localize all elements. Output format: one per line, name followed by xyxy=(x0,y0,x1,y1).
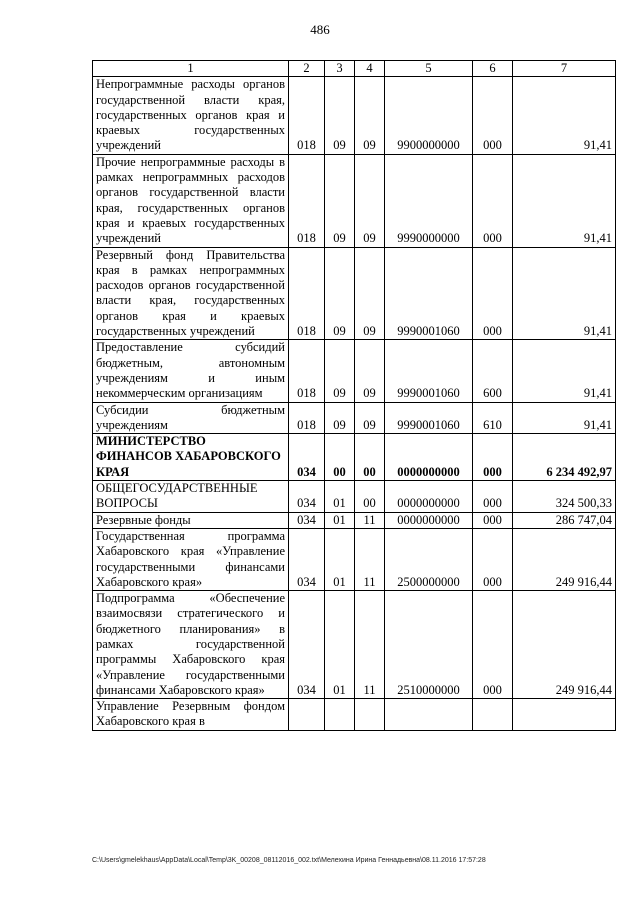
row-name-cell: Прочие непрограммные расходы в рамках непрограммных расходов органов государственной власти края, государственных органов края и краевых государственных учреждений xyxy=(93,154,289,247)
row-type-cell: 000 xyxy=(473,434,513,481)
row-article-cell: 9990001060 xyxy=(385,402,473,434)
row-article-cell: 9990000000 xyxy=(385,154,473,247)
row-type-cell: 600 xyxy=(473,340,513,402)
row-name-cell: Резервные фонды xyxy=(93,512,289,528)
row-amount-cell: 6 234 492,97 xyxy=(513,434,616,481)
row-code-cell: 034 xyxy=(289,528,325,590)
row-type-cell: 000 xyxy=(473,154,513,247)
table-row xyxy=(93,154,616,247)
row-article-cell: 9990001060 xyxy=(385,340,473,402)
row-subsection-cell: 09 xyxy=(355,247,385,340)
row-type-cell: 000 xyxy=(473,481,513,513)
row-name-cell: МИНИСТЕРСТВО ФИНАНСОВ ХАБАРОВСКОГО КРАЯ xyxy=(93,434,289,481)
row-code-cell: 018 xyxy=(289,154,325,247)
row-code-cell: 018 xyxy=(289,402,325,434)
row-section-cell: 09 xyxy=(325,77,355,154)
row-code-cell: 018 xyxy=(289,77,325,154)
row-subsection-cell: 00 xyxy=(355,481,385,513)
row-article-cell: 9990001060 xyxy=(385,247,473,340)
column-header: 1 xyxy=(93,61,289,77)
row-amount-cell xyxy=(513,699,616,731)
row-amount-cell: 91,41 xyxy=(513,247,616,340)
row-amount-cell: 286 747,04 xyxy=(513,512,616,528)
row-name-cell: Управление Резервным фондом Хабаровского края в xyxy=(93,699,289,731)
row-amount-cell: 91,41 xyxy=(513,402,616,434)
table-row xyxy=(93,402,616,434)
row-name-cell: Государственная программа Хабаровского края «Управление государственными финансами Хабаровского края» xyxy=(93,528,289,590)
row-name-cell: Субсидии бюджетным учреждениям xyxy=(93,402,289,434)
row-type-cell: 610 xyxy=(473,402,513,434)
row-article-cell: 0000000000 xyxy=(385,512,473,528)
row-section-cell: 01 xyxy=(325,481,355,513)
row-code-cell: 034 xyxy=(289,591,325,699)
row-amount-cell: 91,41 xyxy=(513,154,616,247)
row-section-cell xyxy=(325,699,355,731)
row-code-cell: 018 xyxy=(289,340,325,402)
row-amount-cell: 91,41 xyxy=(513,77,616,154)
row-subsection-cell: 00 xyxy=(355,434,385,481)
row-section-cell: 09 xyxy=(325,402,355,434)
table-row xyxy=(93,528,616,590)
table-row xyxy=(93,481,616,513)
column-header: 4 xyxy=(355,61,385,77)
budget-table xyxy=(92,60,616,731)
row-type-cell: 000 xyxy=(473,591,513,699)
row-code-cell xyxy=(289,699,325,731)
row-name-cell: Непрограммные расходы органов государственной власти края, государственных органов края и краевых государственных учреждений xyxy=(93,77,289,154)
row-amount-cell: 91,41 xyxy=(513,340,616,402)
table-row xyxy=(93,434,616,481)
table-row xyxy=(93,77,616,154)
row-section-cell: 01 xyxy=(325,591,355,699)
row-subsection-cell xyxy=(355,699,385,731)
row-amount-cell: 324 500,33 xyxy=(513,481,616,513)
row-subsection-cell: 09 xyxy=(355,340,385,402)
row-type-cell: 000 xyxy=(473,528,513,590)
row-subsection-cell: 11 xyxy=(355,528,385,590)
row-name-cell: Резервный фонд Правительства края в рамках непрограммных расходов органов государственной власти края, государственных органов края и краевых государственных учреждений xyxy=(93,247,289,340)
row-article-cell xyxy=(385,699,473,731)
row-code-cell: 034 xyxy=(289,512,325,528)
row-section-cell: 09 xyxy=(325,154,355,247)
row-article-cell: 0000000000 xyxy=(385,434,473,481)
row-code-cell: 018 xyxy=(289,247,325,340)
row-section-cell: 09 xyxy=(325,340,355,402)
row-article-cell: 9900000000 xyxy=(385,77,473,154)
row-section-cell: 01 xyxy=(325,512,355,528)
page-number: 486 xyxy=(310,22,330,37)
row-name-cell: Предоставление субсидий бюджетным, автономным учреждениям и иным некоммерческим организациям xyxy=(93,340,289,402)
row-code-cell: 034 xyxy=(289,481,325,513)
row-code-cell: 034 xyxy=(289,434,325,481)
row-name-cell: ОБЩЕГОСУДАРСТВЕННЫЕ ВОПРОСЫ xyxy=(93,481,289,513)
header-row xyxy=(93,61,616,77)
row-subsection-cell: 11 xyxy=(355,512,385,528)
column-header: 3 xyxy=(325,61,355,77)
column-header: 7 xyxy=(513,61,616,77)
row-subsection-cell: 11 xyxy=(355,591,385,699)
table-row xyxy=(93,591,616,699)
row-amount-cell: 249 916,44 xyxy=(513,528,616,590)
row-subsection-cell: 09 xyxy=(355,77,385,154)
row-type-cell xyxy=(473,699,513,731)
row-article-cell: 2510000000 xyxy=(385,591,473,699)
row-subsection-cell: 09 xyxy=(355,402,385,434)
column-header: 2 xyxy=(289,61,325,77)
column-header: 6 xyxy=(473,61,513,77)
table-row xyxy=(93,699,616,731)
row-type-cell: 000 xyxy=(473,512,513,528)
column-header: 5 xyxy=(385,61,473,77)
row-section-cell: 01 xyxy=(325,528,355,590)
row-type-cell: 000 xyxy=(473,77,513,154)
row-section-cell: 09 xyxy=(325,247,355,340)
row-type-cell: 000 xyxy=(473,247,513,340)
table-row xyxy=(93,512,616,528)
footer-file-path: C:\Users\gmelekhaus\AppData\Local\Temp\3K_00208_08112016_002.txt\Мелехина Ирина Геннадьевна\08.11.2016 17:57:28 xyxy=(92,857,486,864)
table-row xyxy=(93,340,616,402)
row-name-cell: Подпрограмма «Обеспечение взаимосвязи стратегического и бюджетного планирования» в рамках государственной программы Хабаровского края «Управление государственными финансами Хабаровского края» xyxy=(93,591,289,699)
row-article-cell: 2500000000 xyxy=(385,528,473,590)
row-section-cell: 00 xyxy=(325,434,355,481)
row-subsection-cell: 09 xyxy=(355,154,385,247)
row-article-cell: 0000000000 xyxy=(385,481,473,513)
row-amount-cell: 249 916,44 xyxy=(513,591,616,699)
table-row xyxy=(93,247,616,340)
